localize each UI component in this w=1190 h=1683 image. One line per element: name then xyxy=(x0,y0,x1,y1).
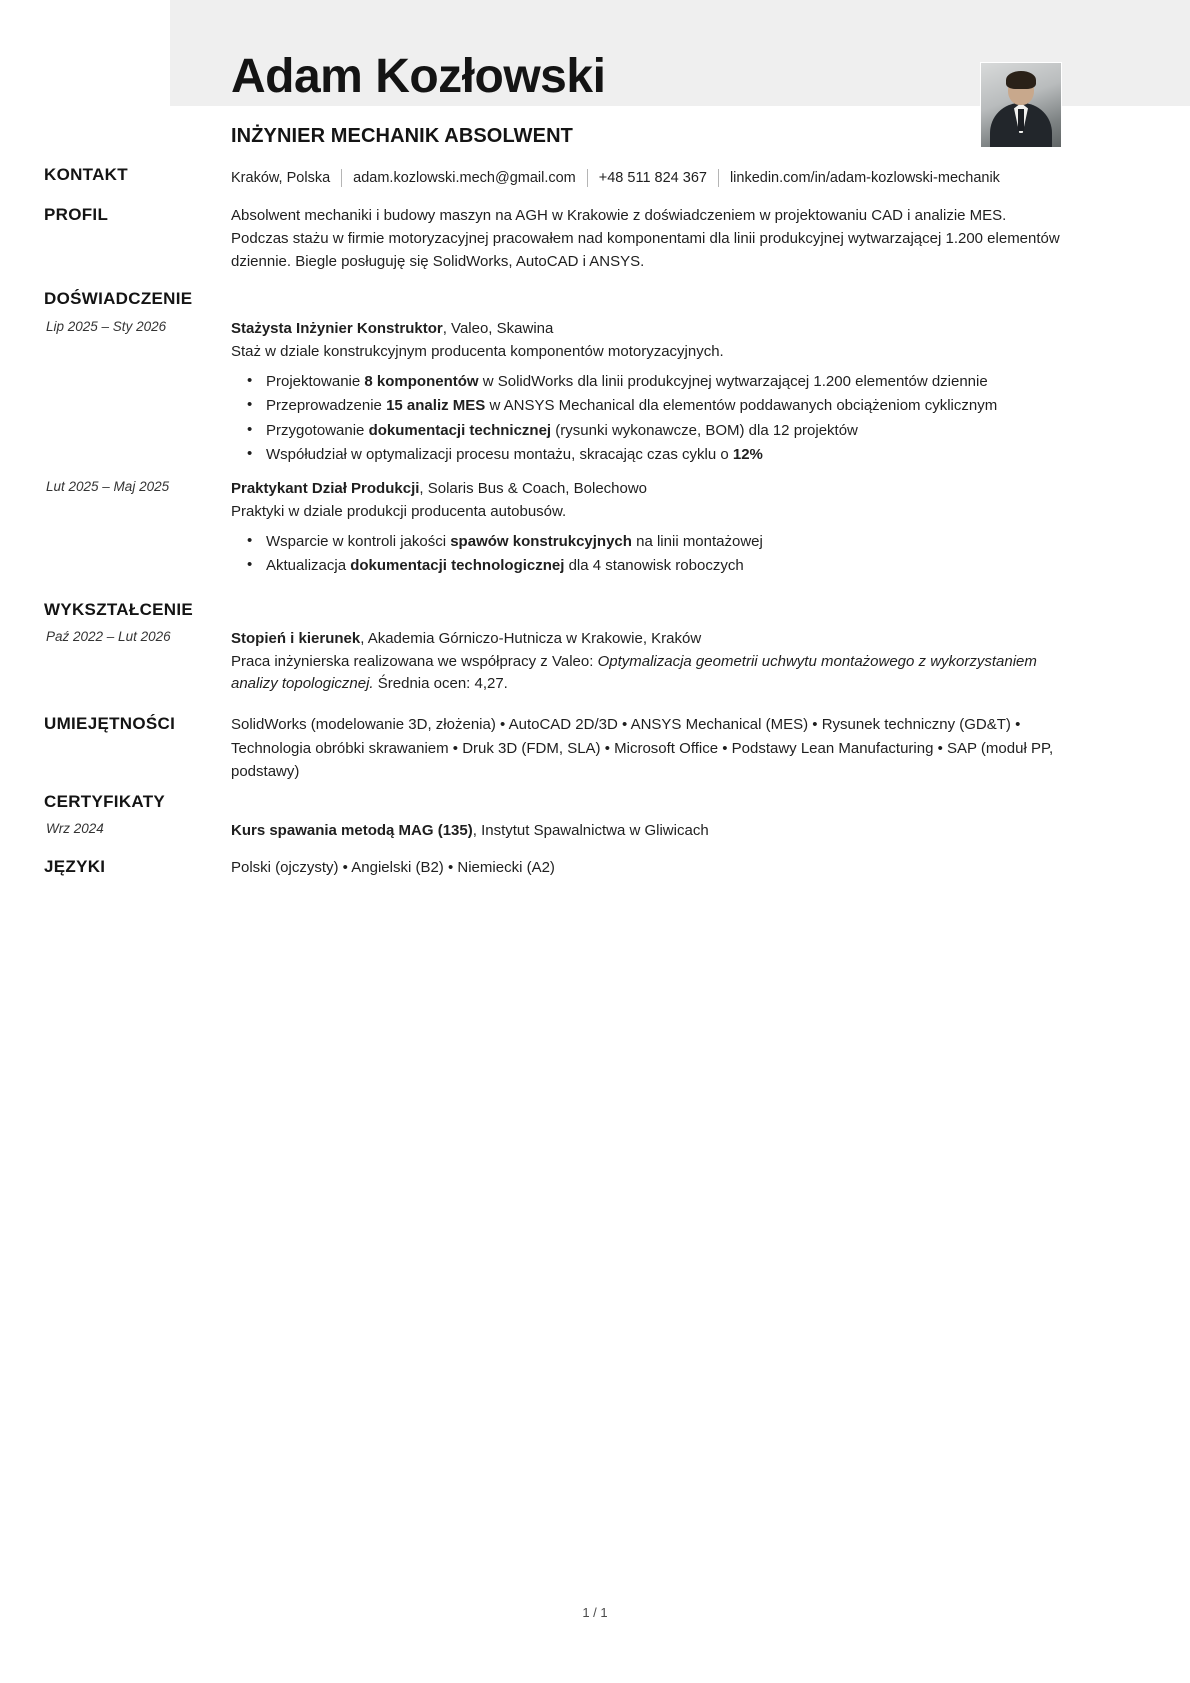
certificate-name: Kurs spawania metodą MAG (135) xyxy=(231,822,473,839)
bullet-bold: 15 analiz MES xyxy=(386,397,486,415)
list-item xyxy=(264,530,1066,554)
education-thesis xyxy=(231,651,1066,696)
experience-item-0 xyxy=(231,318,1066,467)
list-item xyxy=(264,554,1066,578)
certificate-title-row xyxy=(231,820,1066,843)
bullet-bold: 12% xyxy=(732,445,763,463)
experience-company-1: , Solaris Bus & Coach, Bolechowo xyxy=(419,480,648,497)
page-number-footer: 1 / 1 xyxy=(582,1605,608,1620)
experience-company-0: , Valeo, Skawina xyxy=(442,320,554,337)
bullet-bold: dokumentacji technicznej xyxy=(368,421,552,439)
section-heading-certyfikaty: CERTYFIKATY xyxy=(44,792,166,811)
profile-photo xyxy=(980,62,1062,148)
bullet-pre: Współudział w optymalizacji procesu montażu, skracając czas cyklu o xyxy=(266,445,733,463)
education-title-row xyxy=(231,628,1066,651)
section-heading-jezyki: JĘZYKI xyxy=(44,857,106,876)
experience-dates-0: Lip 2025 – Sty 2026 xyxy=(46,319,167,334)
bullet-post: w ANSYS Mechanical dla elementów poddawanych obciążeniom cyklicznym xyxy=(485,397,998,415)
list-item xyxy=(264,394,1066,418)
languages-section xyxy=(231,857,1066,880)
experience-summary-1: Praktyki w dziale produkcji producenta autobusów. xyxy=(231,502,567,520)
experience-dates-1: Lut 2025 – Maj 2025 xyxy=(46,479,170,494)
bullet-post: na linii montażowej xyxy=(631,533,763,550)
contact-divider-2 xyxy=(587,169,588,187)
skills-text: SolidWorks (modelowanie 3D, złożenia) • AutoCAD 2D/3D • ANSYS Mechanical (MES) • Rysunek techniczny (GD&T) • Technologia obróbki skrawaniem • Druk 3D (FDM, SLA) • Microsoft Office • Podstawy Lean Manufacturing • SAP (moduł PP, podstawy) xyxy=(231,716,1054,781)
contact-email[interactable]: adam.kozlowski.mech@gmail.com xyxy=(353,170,576,186)
section-heading-umiejetnosci: UMIEJĘTNOŚCI xyxy=(44,714,176,733)
bullet-pre: Przygotowanie xyxy=(266,421,369,439)
list-item xyxy=(264,443,1066,467)
job-title-subtitle: INŻYNIER MECHANIK ABSOLWENT xyxy=(231,125,573,147)
page-title: Adam Kozłowski xyxy=(231,50,606,103)
skills-section xyxy=(231,713,1066,784)
thesis-pre: Praca inżynierska realizowana we współpracy z Valeo: xyxy=(231,652,598,670)
certificate-issuer: , Instytut Spawalnictwa w Gliwicach xyxy=(472,822,709,839)
profile-text: Absolwent mechaniki i budowy maszyn na AGH w Krakowie z doświadczeniem w projektowaniu CAD i analizie MES. Podczas stażu w firmie motoryzacyjnej pracowałem nad komponentami dla linii produkcyjnej wytwarzającej 1.200 elementów dziennie. Biegle posługuję się SolidWorks, AutoCAD i ANSYS. xyxy=(231,207,1060,270)
experience-summary-0: Staż w dziale konstrukcyjnym producenta komponentów motoryzacyjnych. xyxy=(231,342,724,360)
certificate-dates: Wrz 2024 xyxy=(46,821,104,836)
photo-hair-shape xyxy=(1006,71,1036,89)
contact-phone[interactable]: +48 511 824 367 xyxy=(598,170,707,186)
experience-item-1 xyxy=(231,478,1066,579)
list-item xyxy=(264,419,1066,443)
contact-linkedin[interactable]: linkedin.com/in/adam-kozlowski-mechanik xyxy=(729,170,1000,186)
thesis-post: Średnia ocen: 4,27. xyxy=(373,675,508,692)
bullet-pre: Przeprowadzenie xyxy=(266,397,387,415)
experience-title-row-1 xyxy=(231,478,1066,501)
contact-divider-1 xyxy=(341,169,342,187)
bullet-pre: Wsparcie w kontroli jakości xyxy=(266,533,451,550)
contact-row xyxy=(231,169,1066,187)
experience-title-row-0 xyxy=(231,318,1066,341)
bullet-post: (rysunki wykonawcze, BOM) dla 12 projektów xyxy=(551,421,858,439)
bullet-bold: spawów konstrukcyjnych xyxy=(450,533,632,550)
thesis-title: Optymalizacja geometrii uchwytu montażowego z wykorzystaniem analizy topologicznej. xyxy=(231,652,1037,692)
education-degree: Stopień i kierunek xyxy=(231,630,361,647)
section-heading-profil: PROFIL xyxy=(44,205,109,224)
contact-divider-3 xyxy=(718,169,719,187)
education-item xyxy=(231,628,1066,696)
section-heading-kontakt: KONTAKT xyxy=(44,165,128,184)
list-item xyxy=(264,370,1066,394)
languages-text: Polski (ojczysty) • Angielski (B2) • Niemiecki (A2) xyxy=(231,859,555,876)
section-heading-doswiadczenie: DOŚWIADCZENIE xyxy=(44,289,193,308)
certificate-item xyxy=(231,820,1066,843)
experience-job-title-0: Stażysta Inżynier Konstruktor xyxy=(231,320,443,337)
experience-bullets-0 xyxy=(231,370,1066,467)
bullet-pre: Aktualizacja xyxy=(266,557,351,575)
experience-bullets-1 xyxy=(231,530,1066,579)
contact-location: Kraków, Polska xyxy=(231,170,331,186)
education-dates: Paź 2022 – Lut 2026 xyxy=(46,629,171,644)
bullet-post: w SolidWorks dla linii produkcyjnej wytwarzającej 1.200 elementów dziennie xyxy=(478,373,988,390)
bullet-post: dla 4 stanowisk roboczych xyxy=(564,557,744,575)
bullet-pre: Projektowanie xyxy=(266,373,365,390)
bullet-bold: 8 komponentów xyxy=(364,373,479,390)
education-school: , Akademia Górniczo-Hutnicza w Krakowie, Kraków xyxy=(360,630,702,647)
section-heading-wyksztalcenie: WYKSZTAŁCENIE xyxy=(44,600,194,619)
bullet-bold: dokumentacji technologicznej xyxy=(350,557,565,575)
experience-job-title-1: Praktykant Dział Produkcji xyxy=(231,480,420,497)
photo-tie-shape xyxy=(1018,109,1024,131)
profile-section xyxy=(231,205,1066,273)
